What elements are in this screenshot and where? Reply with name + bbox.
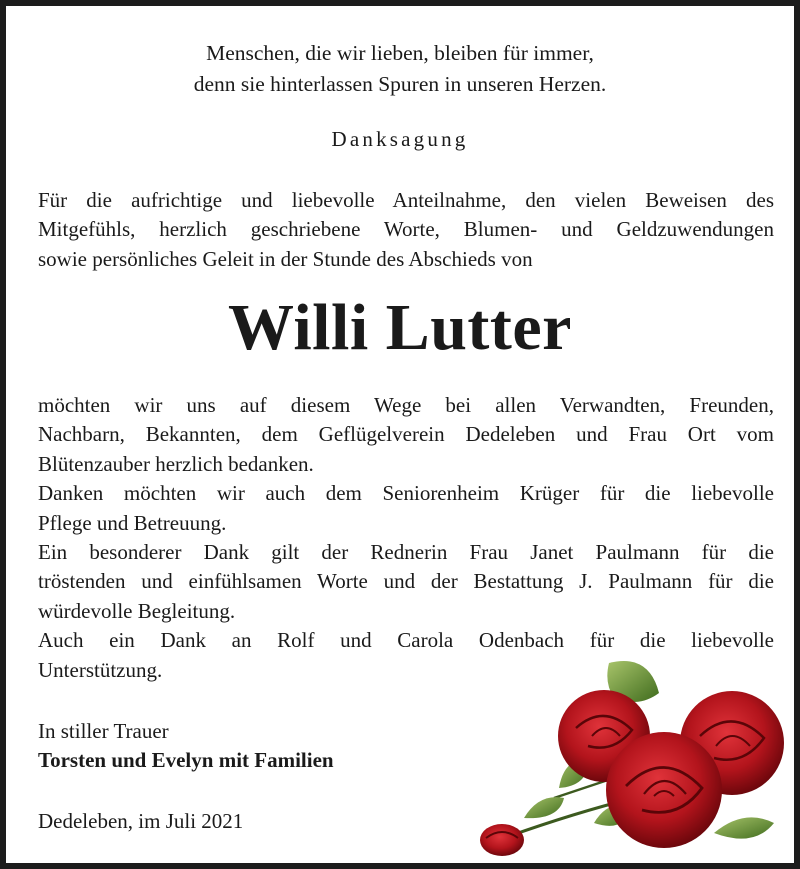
intro-paragraph [38, 186, 774, 274]
text-line: Pflege und Betreuung. [38, 510, 227, 535]
text-line: Danken möchten wir auch dem Seniorenheim Krüger für die liebevolle [38, 481, 774, 506]
family-signature: Torsten und Evelyn mit Familien [38, 748, 334, 772]
text-line: Blütenzauber herzlich bedanken. [38, 451, 314, 476]
text-line: Unterstützung. [38, 657, 163, 682]
text-line: Mitgefühls, herzlich geschriebene Worte, Blumen- und Geldzuwendungen [38, 217, 774, 242]
motto-line: denn sie hinterlassen Spuren in unseren Herzen. [193, 72, 607, 96]
text-line: möchten wir uns auf diesem Wege bei allen Verwandten, Freunden, [38, 393, 774, 417]
notice-heading: Danksagung [331, 127, 469, 151]
text-line: Auch ein Dank an Rolf und Carola Odenbach für die liebevolle [38, 628, 774, 653]
thanks-paragraph [38, 391, 774, 685]
text-line: tröstenden und einfühlsamen Worte und der Bestattung J. Paulmann für die [38, 569, 774, 594]
mourning-phrase: In stiller Trauer [38, 719, 169, 743]
signature-block [38, 717, 334, 775]
motto-line: Menschen, die wir lieben, bleiben für immer, [206, 41, 594, 65]
text-line: Ein besonderer Dank gilt der Rednerin Frau Janet Paulmann für die [38, 540, 774, 565]
text-line: Für die aufrichtige und liebevolle Anteilnahme, den vielen Beweisen des [38, 188, 774, 212]
text-line: sowie persönliches Geleit in der Stunde des Abschieds von [38, 246, 533, 271]
text-line: Nachbarn, Bekannten, dem Geflügelverein Dedeleben und Frau Ort vom [38, 422, 774, 447]
place-date: Dedeleben, im Juli 2021 [38, 809, 244, 833]
red-roses-bouquet-icon [464, 648, 794, 863]
motto-verse [6, 38, 794, 100]
text-line: würdevolle Begleitung. [38, 598, 236, 623]
deceased-name: Willi Lutter [228, 291, 572, 364]
